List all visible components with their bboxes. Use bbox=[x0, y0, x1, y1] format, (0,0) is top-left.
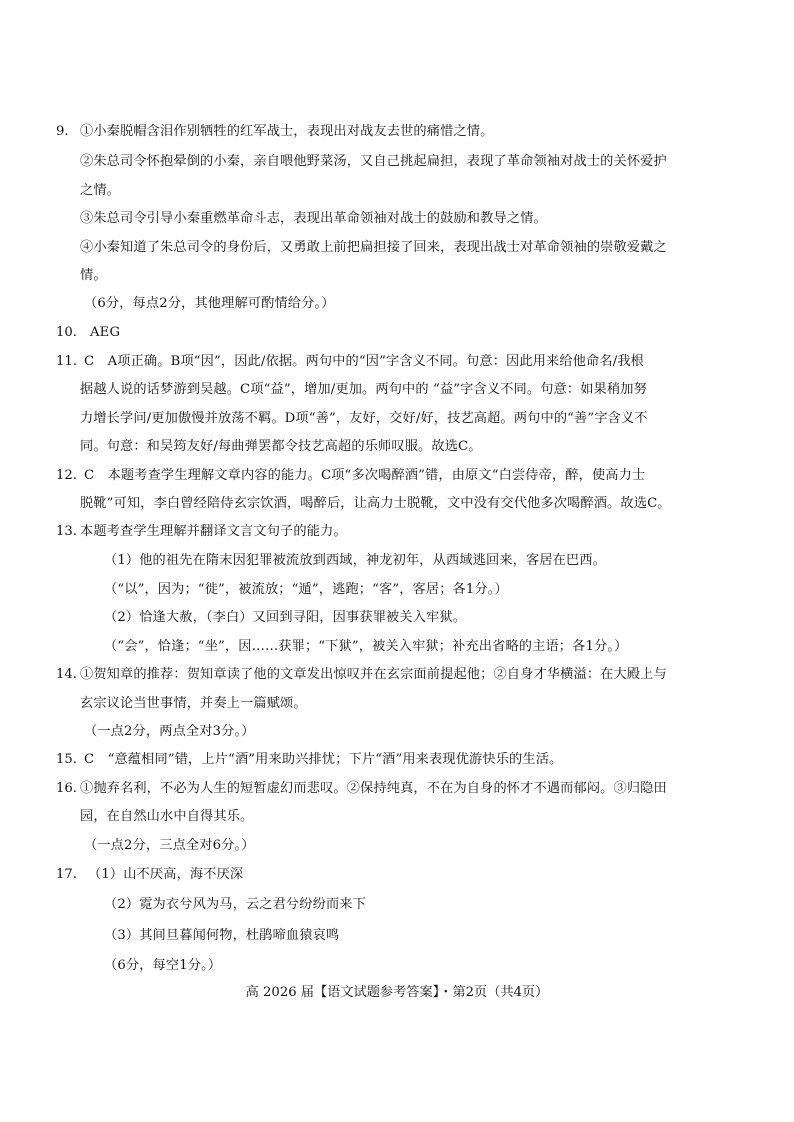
answer-number-17: 17. bbox=[56, 867, 77, 882]
answer-line: ②朱总司令怀抱晕倒的小秦，亲自喂他野菜汤，又自己挑起扁担，表现了革命领袖对战士的关怀爱护 bbox=[80, 154, 667, 169]
answer-line: 据越人说的话梦游到吴越。C项“益”，增加/更加。两句中的 “益”字含义不同。句意：如果稍加努 bbox=[80, 382, 647, 397]
answer-line: （1）山不厌高，海不厌深 bbox=[88, 867, 244, 882]
answer-number-10: 10. bbox=[56, 325, 77, 340]
answer-line: ③朱总司令引导小秦重燃革命斗志，表现出革命领袖对战士的鼓励和教导之情。 bbox=[80, 211, 547, 226]
answer-number-11: 11. bbox=[56, 354, 77, 369]
answer-line: 力增长学问/更加傲慢并放荡不羁。D项“善”，友好，交好/好，技艺高超。两句中的“善”字含义不 bbox=[80, 411, 648, 426]
answer-line: （1）他的祖先在隋末因犯罪被流放到西域，神龙初年，从西域逃回来，客居在巴西。 bbox=[104, 553, 607, 568]
answer-line: ④小秦知道了朱总司令的身份后，又勇敢上前把扁担接了回来，表现出战士对革命领袖的崇敬爱戴之 bbox=[80, 240, 667, 255]
answer-line: 园，在自然山水中自得其乐。 bbox=[80, 809, 254, 824]
answer-line: ①抛弃名利，不必为人生的短暂虚幻而悲叹。②保持纯真，不在为自身的怀才不遇而郁闷。③归隐田 bbox=[80, 781, 667, 796]
answer-line: C 本题考查学生理解文章内容的能力。C项“多次喝醉酒”错，由原文“白尝侍帝，醉，使高力士 bbox=[84, 468, 646, 483]
answer-number-12: 12. bbox=[56, 468, 77, 483]
answer-line: 之情。 bbox=[80, 183, 121, 198]
answer-number-16: 16. bbox=[56, 781, 77, 796]
answer-line: AEG bbox=[90, 325, 121, 340]
answer-line: 同。句意：和吴筠友好/每曲弹罢都令技艺高超的乐师叹服。故选C。 bbox=[80, 439, 482, 454]
answer-line: 脱靴”可知，李白曾经陪侍玄宗饮酒，喝醉后，让高力士脱靴，文中没有交代他多次喝醉酒。故选C。 bbox=[80, 496, 671, 511]
answer-number-9: 9. bbox=[56, 124, 69, 139]
answer-number-14: 14. bbox=[56, 667, 77, 682]
answer-line: 玄宗议论当世事情，并奏上一篇赋颂。 bbox=[80, 696, 307, 711]
answer-line: ①贺知章的推荐：贺知章读了他的文章发出惊叹并在玄宗面前提起他；②自身才华横溢：在大殿上与 bbox=[80, 667, 667, 682]
answer-line: （2）霓为衣兮风为马，云之君兮纷纷而来下 bbox=[104, 897, 366, 912]
answer-line: （2）恰逢大赦，（李白）又回到寻阳，因事获罪被关入牢狱。 bbox=[104, 610, 467, 625]
scoring-note: （6分，每空1分。） bbox=[104, 958, 222, 973]
answer-line: C A项正确。B项“因”，因此/依据。两句中的“因”字含义不同。句意：因此用来给他命名/我根 bbox=[84, 354, 644, 369]
answer-line: （3）其间旦暮闻何物，杜鹃啼血猿哀鸣 bbox=[104, 928, 340, 943]
scoring-note: （“会”，恰逢；“坐”，因……获罪；“下狱”，被关入牢狱；补充出省略的主语；各1分。） bbox=[104, 639, 628, 654]
answer-line: C “意蕴相同”错，上片“酒”用来助兴排忧；下片“酒”用来表现优游快乐的生活。 bbox=[84, 752, 563, 767]
scoring-note: （6分，每点2分，其他理解可酌情给分。） bbox=[84, 296, 335, 311]
page-footer: 高 2026 届【语文试题参考答案】・第2页（共4页） bbox=[245, 985, 549, 1000]
answer-line: ①小秦脱帽含泪作别牺牲的红军战士，表现出对战友去世的痛惜之情。 bbox=[80, 124, 494, 139]
answer-line: 本题考查学生理解并翻译文言文句子的能力。 bbox=[80, 524, 347, 539]
answer-number-15: 15. bbox=[56, 752, 77, 767]
scoring-note: （一点2分，三点全对6分。） bbox=[84, 838, 255, 853]
scoring-note: （“以”，因为；“徙”，被流放；“遁”，逃跑；“客”，客居；各1分。） bbox=[104, 582, 508, 597]
answer-line: 情。 bbox=[80, 268, 107, 283]
answer-number-13: 13. bbox=[56, 524, 77, 539]
scoring-note: （一点2分，两点全对3分。） bbox=[84, 724, 255, 739]
